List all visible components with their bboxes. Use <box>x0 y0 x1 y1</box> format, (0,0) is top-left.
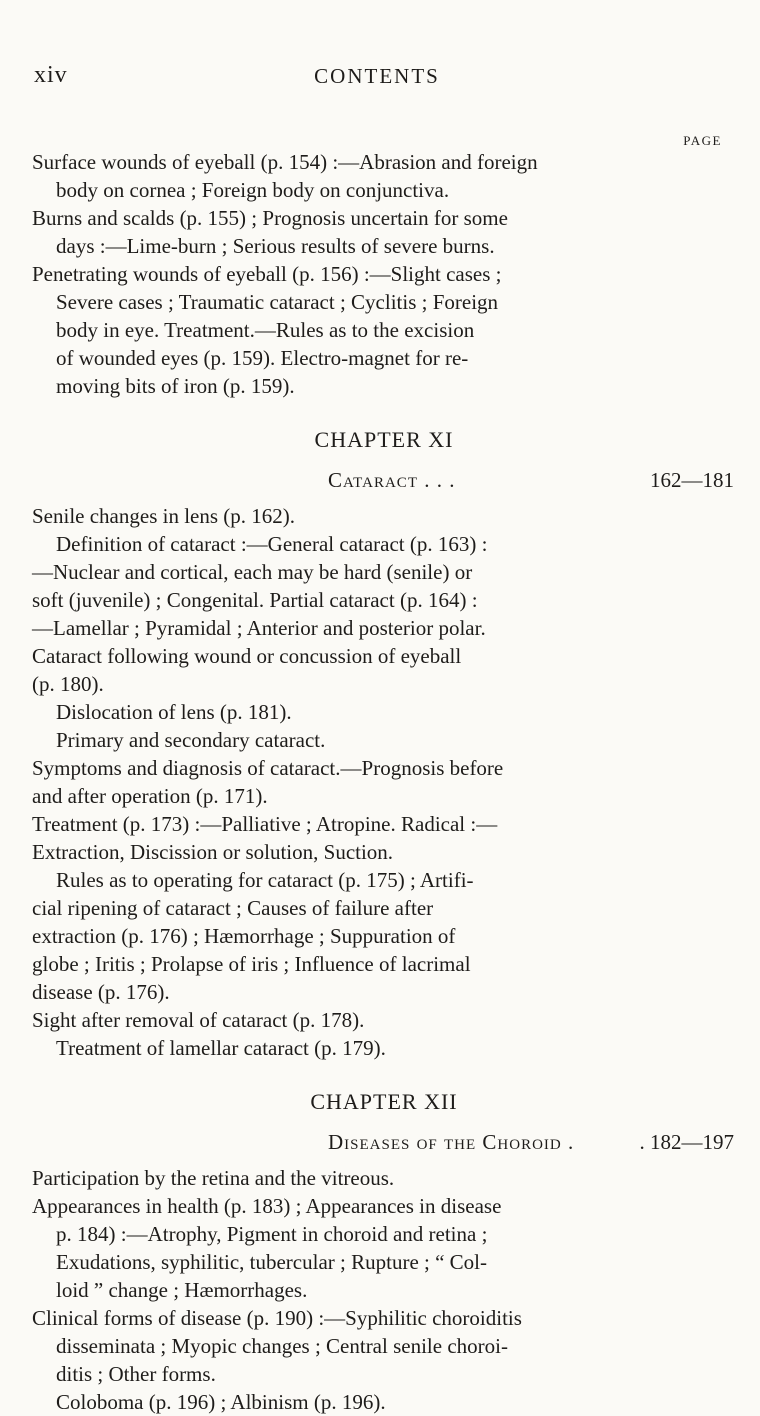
contents-line: loid ” change ; Hæmorrhages. <box>56 1278 308 1302</box>
contents-line: moving bits of iron (p. 159). <box>56 374 295 398</box>
contents-body <box>34 148 734 1416</box>
contents-line: Rules as to operating for cataract (p. 175) ; Artifi- <box>56 868 474 892</box>
page-title: CONTENTS <box>314 64 440 88</box>
contents-line: and after operation (p. 171). <box>32 784 268 808</box>
contents-line: Surface wounds of eyeball (p. 154) :—Abrasion and foreign <box>32 150 538 174</box>
contents-line: of wounded eyes (p. 159). Electro-magnet for re- <box>56 346 469 370</box>
chapter-10-continued <box>34 148 734 400</box>
contents-line: Appearances in health (p. 183) ; Appearances in disease <box>32 1194 502 1218</box>
section-heading <box>34 466 734 494</box>
contents-line: Exudations, syphilitic, tubercular ; Rupture ; “ Col- <box>56 1250 488 1274</box>
contents-line: body in eye. Treatment.—Rules as to the excision <box>56 318 475 342</box>
contents-line: ditis ; Other forms. <box>56 1362 216 1386</box>
contents-line: extraction (p. 176) ; Hæmorrhage ; Suppuration of <box>32 924 456 948</box>
chapter-heading: CHAPTER XI <box>314 427 454 452</box>
contents-line: (p. 180). <box>32 672 104 696</box>
chapter-11-lines <box>34 502 734 1062</box>
contents-line: Sight after removal of cataract (p. 178). <box>32 1008 365 1032</box>
chapter-12-lines <box>34 1164 734 1416</box>
contents-line: Treatment (p. 173) :—Palliative ; Atropine. Radical :— <box>32 812 498 836</box>
contents-line: Primary and secondary cataract. <box>56 728 326 752</box>
contents-line: disseminata ; Myopic changes ; Central senile choroi- <box>56 1334 508 1358</box>
contents-line: p. 184) :—Atrophy, Pigment in choroid and retina ; <box>56 1222 488 1246</box>
contents-line: Coloboma (p. 196) ; Albinism (p. 196). <box>56 1390 386 1414</box>
contents-line: body on cornea ; Foreign body on conjunctiva. <box>56 178 450 202</box>
contents-line: cial ripening of cataract ; Causes of failure after <box>32 896 434 920</box>
section-heading <box>34 1128 734 1156</box>
section-title: Diseases of the Choroid . <box>328 1130 575 1154</box>
contents-line: Senile changes in lens (p. 162). <box>32 504 296 528</box>
contents-line: Penetrating wounds of eyeball (p. 156) :—Slight cases ; <box>32 262 502 286</box>
contents-line: soft (juvenile) ; Congenital. Partial cataract (p. 164) : <box>32 588 478 612</box>
contents-line: Definition of cataract :—General cataract (p. 163) : <box>56 532 488 556</box>
contents-line: Severe cases ; Traumatic cataract ; Cyclitis ; Foreign <box>56 290 499 314</box>
contents-line: disease (p. 176). <box>32 980 170 1004</box>
contents-line: Clinical forms of disease (p. 190) :—Syphilitic choroiditis <box>32 1306 522 1330</box>
contents-line: Treatment of lamellar cataract (p. 179). <box>56 1036 386 1060</box>
contents-line: globe ; Iritis ; Prolapse of iris ; Influence of lacrimal <box>32 952 471 976</box>
section-title: Cataract . . . <box>328 468 456 492</box>
running-head <box>34 62 720 92</box>
page-range: 162—181 <box>650 468 734 492</box>
contents-line: Burns and scalds (p. 155) ; Prognosis uncertain for some <box>32 206 508 230</box>
contents-line: Participation by the retina and the vitreous. <box>32 1166 395 1190</box>
contents-line: —Nuclear and cortical, each may be hard (senile) or <box>32 560 473 584</box>
contents-line: —Lamellar ; Pyramidal ; Anterior and posterior polar. <box>32 616 486 640</box>
contents-line: Cataract following wound or concussion of eyeball <box>32 644 462 668</box>
contents-line: Symptoms and diagnosis of cataract.—Prognosis before <box>32 756 504 780</box>
page-number: xiv <box>34 62 68 88</box>
contents-line: Extraction, Discission or solution, Suction. <box>32 840 394 864</box>
page-range: . 182—197 <box>639 1130 734 1154</box>
contents-line: Dislocation of lens (p. 181). <box>56 700 292 724</box>
contents-line: days :—Lime-burn ; Serious results of severe burns. <box>56 234 495 258</box>
page-column-label: PAGE <box>683 133 722 148</box>
chapter-heading: CHAPTER XII <box>310 1089 458 1114</box>
